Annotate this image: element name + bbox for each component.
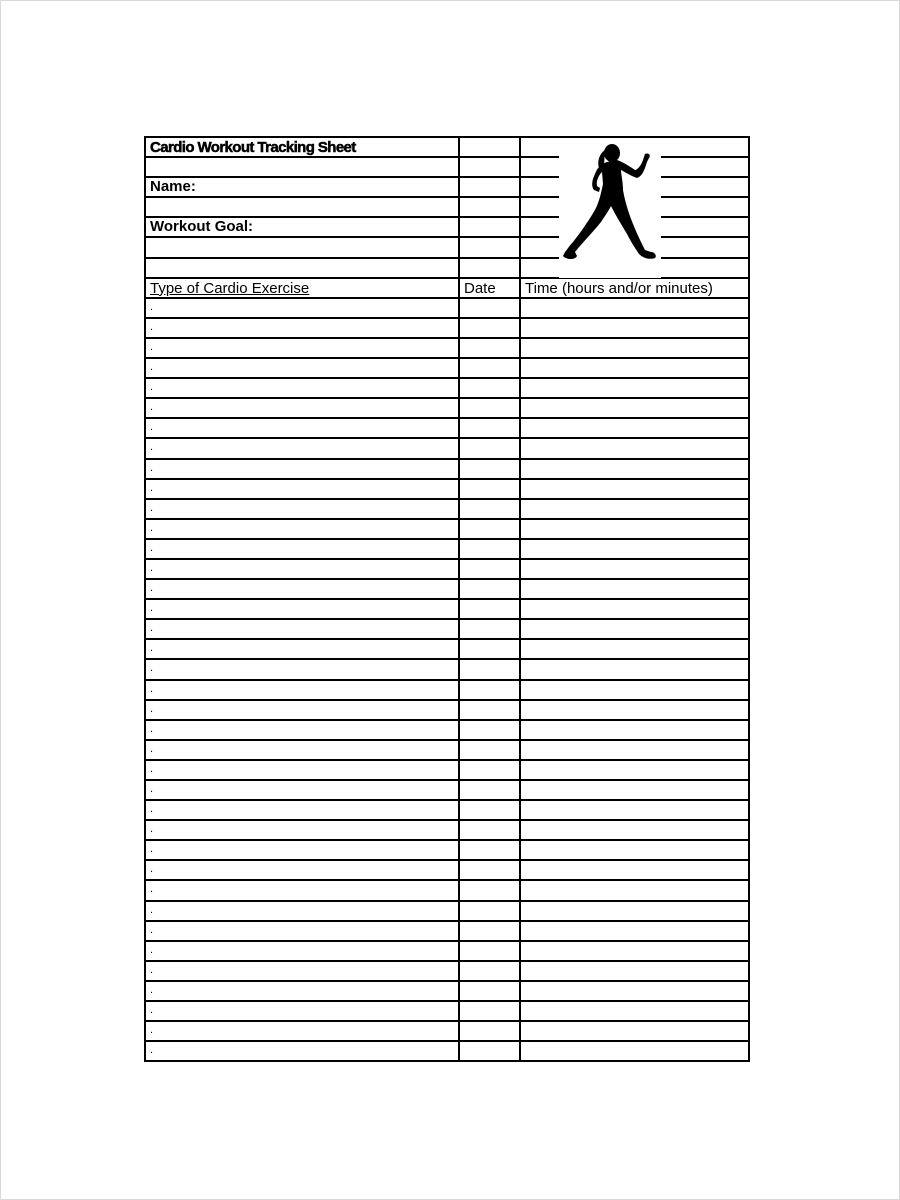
table-row: [146, 902, 748, 922]
exercise-cell[interactable]: [146, 821, 460, 839]
time-cell[interactable]: [521, 500, 748, 518]
row-marker: .: [150, 803, 154, 816]
time-cell[interactable]: [521, 681, 748, 699]
row-marker: .: [150, 501, 154, 514]
exercise-cell[interactable]: [146, 861, 460, 879]
row-marker: .: [150, 943, 154, 956]
row-marker: .: [150, 582, 154, 595]
date-cell[interactable]: [460, 540, 521, 558]
table-row: [146, 399, 748, 419]
date-cell[interactable]: [460, 861, 521, 879]
row-marker: .: [150, 361, 154, 374]
date-cell[interactable]: [460, 841, 521, 859]
time-cell[interactable]: [521, 339, 748, 357]
date-cell[interactable]: [460, 982, 521, 1000]
date-cell[interactable]: [460, 721, 521, 739]
exercise-cell[interactable]: [146, 761, 460, 779]
table-row: [146, 540, 748, 560]
table-row: [146, 1022, 748, 1042]
time-cell[interactable]: [521, 299, 748, 317]
time-cell[interactable]: [521, 761, 748, 779]
column-header-date: Date: [464, 279, 496, 297]
row-marker: .: [150, 561, 154, 574]
table-row: [146, 1002, 748, 1022]
exercise-cell[interactable]: [146, 439, 460, 457]
row-marker: .: [150, 441, 154, 454]
exercise-cell[interactable]: [146, 460, 460, 478]
date-cell[interactable]: [460, 359, 521, 377]
name-field[interactable]: [146, 178, 460, 196]
date-cell[interactable]: [460, 339, 521, 357]
table-row: [146, 922, 748, 942]
table-row: [146, 580, 748, 600]
date-cell[interactable]: [460, 1002, 521, 1020]
date-cell[interactable]: [460, 660, 521, 678]
exercise-cell[interactable]: [146, 681, 460, 699]
date-cell[interactable]: [460, 460, 521, 478]
time-cell[interactable]: [521, 1022, 748, 1040]
exercise-cell[interactable]: [146, 640, 460, 658]
table-row: [146, 339, 748, 359]
row-marker: .: [150, 421, 154, 434]
table-row: [146, 801, 748, 821]
date-cell[interactable]: [460, 1042, 521, 1060]
date-cell[interactable]: [460, 1022, 521, 1040]
row-marker: .: [150, 923, 154, 936]
time-cell[interactable]: [521, 460, 748, 478]
row-marker: .: [150, 1024, 154, 1037]
exercise-cell[interactable]: [146, 560, 460, 578]
time-cell[interactable]: [521, 540, 748, 558]
date-cell[interactable]: [460, 962, 521, 980]
date-cell[interactable]: [460, 580, 521, 598]
table-row: [146, 841, 748, 861]
table-row: [146, 480, 748, 500]
table-row: [146, 379, 748, 399]
time-cell[interactable]: [521, 520, 748, 538]
date-cell[interactable]: [460, 781, 521, 799]
table-row: [146, 620, 748, 640]
exercise-cell[interactable]: [146, 299, 460, 317]
table-row: [146, 761, 748, 781]
table-row: [146, 419, 748, 439]
time-cell[interactable]: [521, 1002, 748, 1020]
table-row: [146, 319, 748, 339]
time-cell[interactable]: [521, 821, 748, 839]
sheet-title: Cardio Workout Tracking Sheet: [150, 139, 356, 156]
table-row: [146, 962, 748, 982]
date-cell[interactable]: [460, 299, 521, 317]
row-marker: .: [150, 521, 154, 534]
time-cell[interactable]: [521, 580, 748, 598]
row-marker: .: [150, 481, 154, 494]
exercise-cell[interactable]: [146, 942, 460, 960]
date-cell[interactable]: [460, 500, 521, 518]
exercise-cell[interactable]: [146, 781, 460, 799]
time-cell[interactable]: [521, 841, 748, 859]
exercise-cell[interactable]: [146, 620, 460, 638]
exercise-cell[interactable]: [146, 922, 460, 940]
table-row: [146, 781, 748, 801]
date-cell[interactable]: [460, 761, 521, 779]
time-cell[interactable]: [521, 379, 748, 397]
time-cell[interactable]: [521, 741, 748, 759]
exercise-cell[interactable]: [146, 660, 460, 678]
column-header-row: [146, 279, 748, 299]
time-cell[interactable]: [521, 982, 748, 1000]
time-cell[interactable]: [521, 620, 748, 638]
time-cell[interactable]: [521, 399, 748, 417]
time-cell[interactable]: [521, 701, 748, 719]
date-cell[interactable]: [460, 902, 521, 920]
date-cell[interactable]: [460, 741, 521, 759]
row-marker: .: [150, 722, 154, 735]
date-cell[interactable]: [460, 439, 521, 457]
date-cell[interactable]: [460, 922, 521, 940]
date-cell[interactable]: [460, 881, 521, 899]
time-cell[interactable]: [521, 560, 748, 578]
exercise-cell[interactable]: [146, 600, 460, 618]
time-cell[interactable]: [521, 881, 748, 899]
row-marker: .: [150, 602, 154, 615]
row-marker: .: [150, 642, 154, 655]
time-cell[interactable]: [521, 942, 748, 960]
exercise-cell[interactable]: [146, 580, 460, 598]
time-cell[interactable]: [521, 640, 748, 658]
time-cell[interactable]: [521, 801, 748, 819]
date-cell[interactable]: [460, 319, 521, 337]
date-cell[interactable]: [460, 640, 521, 658]
row-marker: .: [150, 340, 154, 353]
table-row: [146, 560, 748, 580]
date-cell[interactable]: [460, 379, 521, 397]
table-row: [146, 721, 748, 741]
time-cell[interactable]: [521, 861, 748, 879]
row-marker: .: [150, 762, 154, 775]
date-cell[interactable]: [460, 560, 521, 578]
row-marker: .: [150, 300, 154, 313]
table-row: [146, 500, 748, 520]
exercise-cell[interactable]: [146, 520, 460, 538]
date-cell[interactable]: [460, 681, 521, 699]
row-marker: .: [150, 843, 154, 856]
walking-woman-icon: [559, 138, 661, 278]
table-row: [146, 600, 748, 620]
table-row: [146, 681, 748, 701]
row-marker: .: [150, 983, 154, 996]
exercise-cell[interactable]: [146, 480, 460, 498]
exercise-cell[interactable]: [146, 902, 460, 920]
table-row: [146, 660, 748, 680]
row-marker: .: [150, 1004, 154, 1017]
exercise-cell[interactable]: [146, 359, 460, 377]
time-cell[interactable]: [521, 1042, 748, 1060]
exercise-cell[interactable]: [146, 881, 460, 899]
exercise-cell[interactable]: [146, 1022, 460, 1040]
exercise-cell[interactable]: [146, 1042, 460, 1060]
row-marker: .: [150, 622, 154, 635]
table-row: [146, 460, 748, 480]
row-marker: .: [150, 742, 154, 755]
exercise-cell[interactable]: [146, 399, 460, 417]
column-header-time: Time (hours and/or minutes): [525, 279, 713, 297]
row-marker: .: [150, 662, 154, 675]
table-row: [146, 861, 748, 881]
exercise-cell[interactable]: [146, 701, 460, 719]
row-marker: .: [150, 320, 154, 333]
date-cell[interactable]: [460, 801, 521, 819]
exercise-cell[interactable]: [146, 962, 460, 980]
time-cell[interactable]: [521, 319, 748, 337]
time-cell[interactable]: [521, 721, 748, 739]
exercise-cell[interactable]: [146, 721, 460, 739]
exercise-cell[interactable]: [146, 982, 460, 1000]
time-cell[interactable]: [521, 962, 748, 980]
date-cell[interactable]: [460, 701, 521, 719]
exercise-cell[interactable]: [146, 540, 460, 558]
date-cell[interactable]: [460, 480, 521, 498]
table-row: [146, 299, 748, 319]
table-row: [146, 881, 748, 901]
row-marker: .: [150, 783, 154, 795]
time-cell[interactable]: [521, 419, 748, 437]
row-marker: .: [150, 541, 154, 554]
row-marker: .: [150, 963, 154, 976]
table-row: [146, 701, 748, 721]
row-marker: .: [150, 702, 154, 715]
table-row: [146, 439, 748, 459]
date-cell[interactable]: [460, 520, 521, 538]
row-marker: .: [150, 381, 154, 394]
table-row: [146, 821, 748, 841]
row-marker: .: [150, 863, 154, 876]
exercise-cell[interactable]: [146, 1002, 460, 1020]
row-marker: .: [150, 682, 154, 695]
table-row: [146, 1042, 748, 1060]
table-row: [146, 520, 748, 540]
row-marker: .: [150, 1044, 154, 1057]
time-cell[interactable]: [521, 781, 748, 799]
goal-label: Workout Goal:: [150, 218, 254, 236]
table-row: [146, 359, 748, 379]
exercise-cell[interactable]: [146, 319, 460, 337]
exercise-cell[interactable]: [146, 741, 460, 759]
exercise-cell[interactable]: [146, 500, 460, 518]
date-cell[interactable]: [460, 419, 521, 437]
date-cell[interactable]: [460, 942, 521, 960]
time-cell[interactable]: [521, 359, 748, 377]
exercise-cell[interactable]: [146, 841, 460, 859]
time-cell[interactable]: [521, 902, 748, 920]
time-cell[interactable]: [521, 660, 748, 678]
time-cell[interactable]: [521, 600, 748, 618]
time-cell[interactable]: [521, 480, 748, 498]
row-marker: .: [150, 401, 154, 414]
date-cell[interactable]: [460, 620, 521, 638]
date-cell[interactable]: [460, 399, 521, 417]
row-marker: .: [150, 883, 154, 896]
goal-field[interactable]: [146, 218, 460, 236]
table-row: [146, 982, 748, 1002]
row-marker: .: [150, 823, 154, 836]
date-cell[interactable]: [460, 600, 521, 618]
exercise-cell[interactable]: [146, 339, 460, 357]
table-row: [146, 640, 748, 660]
row-marker: .: [150, 461, 154, 474]
time-cell[interactable]: [521, 439, 748, 457]
column-header-exercise: Type of Cardio Exercise: [150, 279, 310, 297]
time-cell[interactable]: [521, 922, 748, 940]
name-label: Name:: [150, 178, 196, 196]
table-row: [146, 741, 748, 761]
exercise-cell[interactable]: [146, 801, 460, 819]
exercise-cell[interactable]: [146, 379, 460, 397]
exercise-cell[interactable]: [146, 419, 460, 437]
table-row: [146, 942, 748, 962]
row-marker: .: [150, 903, 154, 916]
date-cell[interactable]: [460, 821, 521, 839]
